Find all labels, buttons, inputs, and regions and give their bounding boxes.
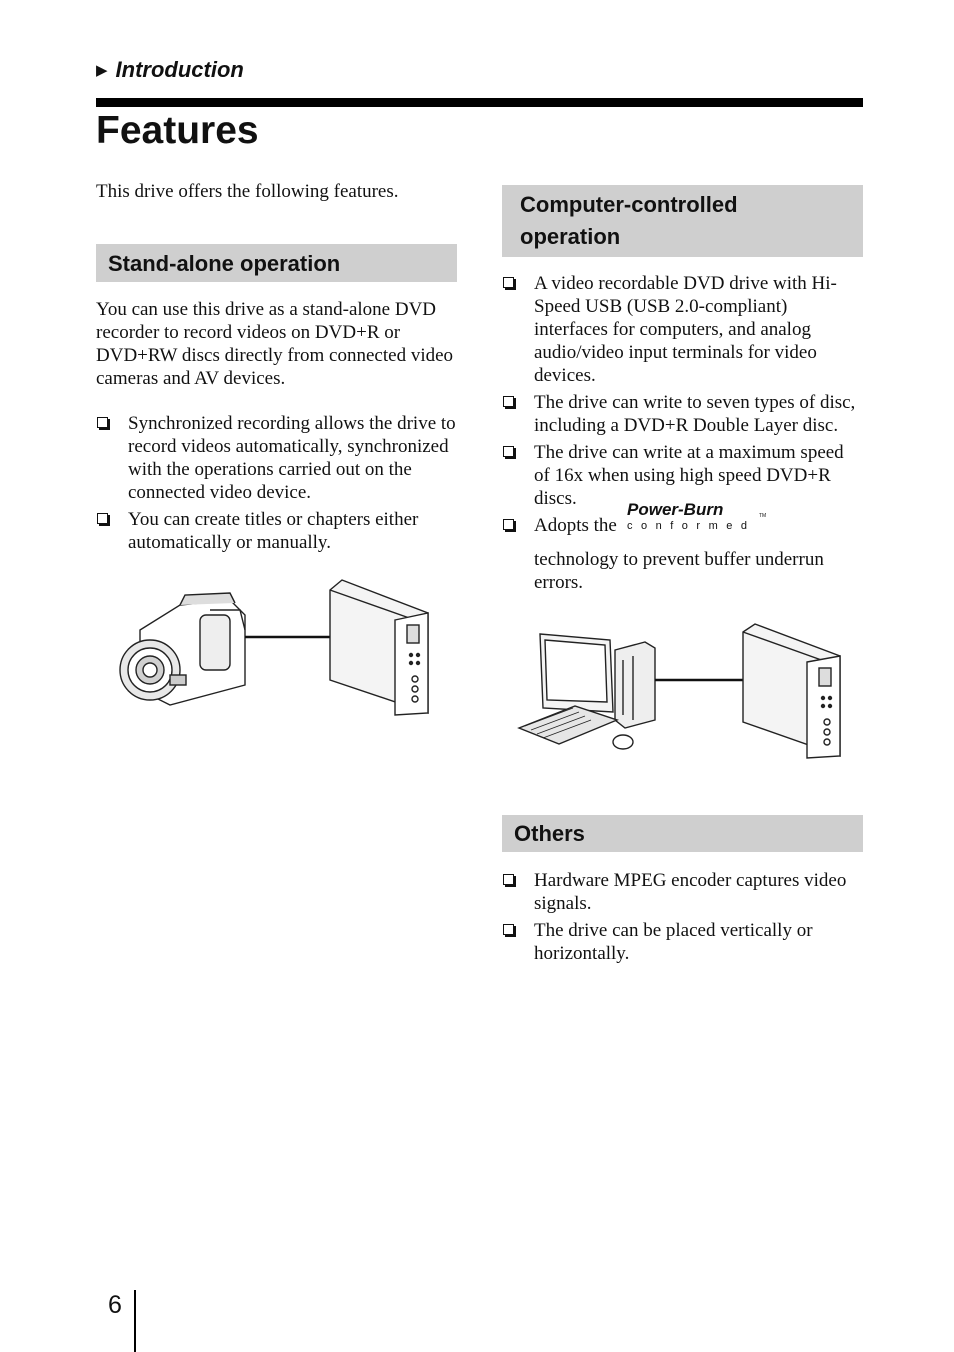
page-title: Features [96,109,259,152]
standalone-heading [96,244,457,282]
computer-drive-illustration [515,620,845,765]
svg-text:conformed: conformed [626,520,756,532]
page-number: 6 [108,1291,122,1319]
svg-text:TM: TM [758,513,767,519]
checkbox-bullet-icon [97,417,108,428]
breadcrumb [96,56,244,87]
camcorder-icon [120,593,245,705]
checkbox-bullet-icon [503,519,514,530]
standalone-feature-list [96,412,458,558]
list-item: The drive can write at a maximum speed of 16x when using high speed DVD+R discs. [502,441,864,510]
svg-text:Power-Burn: Power-Burn [626,500,724,519]
page-number-rule [134,1290,136,1352]
checkbox-bullet-icon [503,277,514,288]
list-item: Synchronized recording allows the drive to record videos automatically, synchronized with the operations carried out on the connected video device. [96,412,458,504]
others-feature-list [502,869,864,969]
checkbox-bullet-icon [503,446,514,457]
standalone-heading-label: Stand-alone operation [108,251,341,276]
camcorder-drive-illustration [110,575,440,720]
computer-heading [502,185,863,257]
dvd-drive-icon [330,580,428,715]
list-item: Adopts the Power-Burn TM conformed technology to prevent buffer underrun errors. [502,514,864,594]
standalone-paragraph: You can use this drive as a stand-alone DVD recorder to record videos on DVD+R or DVD+RW discs directly from connected video cameras and AV devices. [96,299,454,389]
computer-heading-label: Computer-controlled operation [520,192,738,249]
others-heading [502,815,863,852]
computer-icon [519,634,655,749]
play-arrow-icon: ▶ [96,62,108,79]
intro-text: This drive offers the following features. [96,181,399,202]
dvd-drive-icon [743,624,840,758]
list-item: You can create titles or chapters either automatically or manually. [96,508,458,554]
list-item: The drive can write to seven types of disc, including a DVD+R Double Layer disc. [502,391,864,437]
checkbox-bullet-icon [503,396,514,407]
checkbox-bullet-icon [503,924,514,935]
power-burn-logo [625,498,770,532]
list-item: A video recordable DVD drive with Hi-Speed USB (USB 2.0-compliant) interfaces for computers, and analog audio/video input terminals for video devices. [502,272,864,387]
list-item: The drive can be placed vertically or horizontally. [502,919,864,965]
breadcrumb-label: Introduction [115,57,244,82]
checkbox-bullet-icon [503,874,514,885]
list-item: Hardware MPEG encoder captures video signals. [502,869,864,915]
checkbox-bullet-icon [97,513,108,524]
others-heading-label: Others [514,821,585,846]
computer-feature-list [502,272,864,598]
